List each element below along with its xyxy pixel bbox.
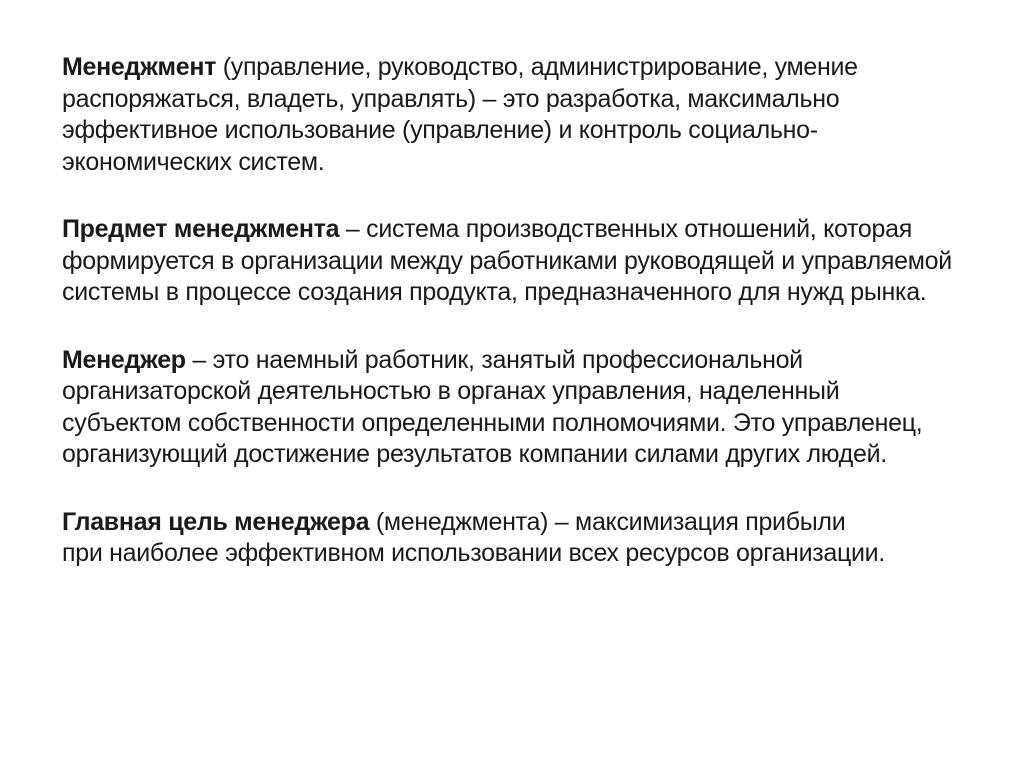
term-manager-goal: Главная цель менеджера xyxy=(62,507,370,536)
paragraph-manager-goal xyxy=(62,507,892,570)
definition-manager: – это наемный работник, занятый профессиональной организаторской деятельностью в органах управления, наделенный субъектом собственности определенными полномочиями. Это управленец, организующий достижение результатов компании силами других людей. xyxy=(62,345,923,468)
term-management-subject: Предмет менеджмента xyxy=(62,215,340,243)
definition-management: (управление, руководство, администрирование, умение распоряжаться, владеть, управлять) – это разработка, максимально эффективное использование (управление) и контроль социально-экономических систем. xyxy=(62,53,858,176)
paragraph-management-definition xyxy=(62,52,922,178)
definition-management-subject: – система производственных отношений, которая формируется в организации между работниками руководящей и управляемой системы в процессе создания продукта, предназначенного для нужд рынка. xyxy=(62,215,952,306)
paragraph-manager-definition xyxy=(62,345,952,471)
paragraph-management-subject xyxy=(62,214,952,309)
term-manager: Менеджер xyxy=(62,345,186,374)
definition-manager-goal: (менеджмента) – максимизация прибыли при наиболее эффективном использовании всех ресурсов организации. xyxy=(62,507,885,567)
term-management: Менеджмент xyxy=(62,53,217,81)
slide-content xyxy=(62,52,962,570)
